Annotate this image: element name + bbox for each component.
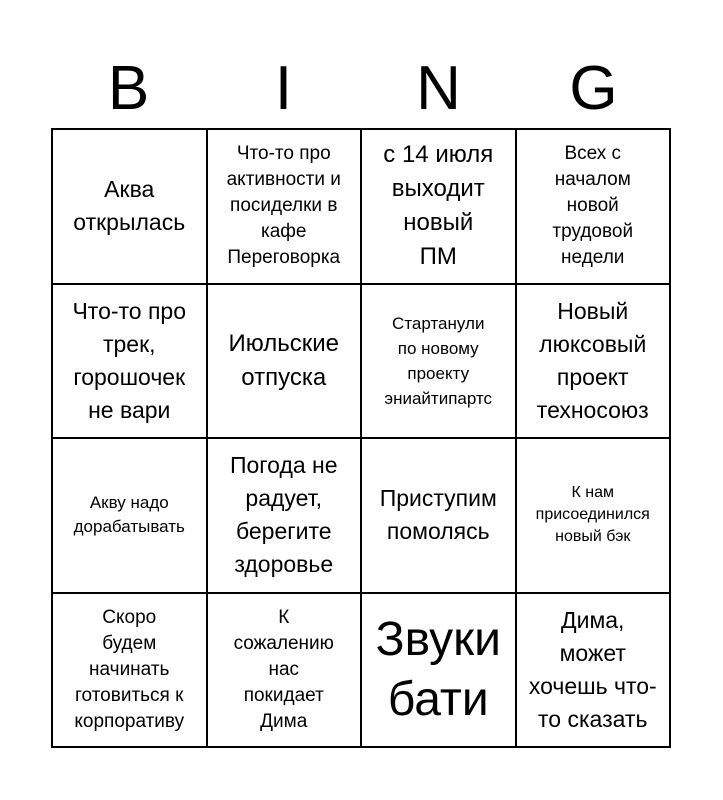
- bingo-cell-1-3[interactable]: [362, 130, 517, 285]
- bingo-cell-text: Июльские отпуска: [228, 329, 339, 391]
- bingo-cell-2-2[interactable]: [208, 285, 363, 440]
- bingo-cell-text: Скоро будем начинать готовиться к корпоративу: [74, 606, 185, 732]
- bingo-cell-2-4[interactable]: [517, 285, 672, 440]
- bingo-cell-text: Дима, может хочешь что- то сказать: [528, 606, 657, 732]
- bingo-cell-3-1[interactable]: [53, 439, 208, 594]
- header-letter-i: I: [274, 54, 293, 123]
- header-letter-b: B: [107, 54, 150, 123]
- bingo-cell-text: Новый люксовый проект техносоюз: [536, 297, 649, 423]
- bingo-cell-text: К нам присоединился новый бэк: [535, 484, 650, 546]
- bingo-cell-text: Стартанули по новому проекту эниайтипартс: [384, 313, 493, 408]
- bingo-cell-3-2[interactable]: [208, 439, 363, 594]
- bingo-cell-text: Звуки бати: [375, 612, 501, 726]
- bingo-cell-1-4[interactable]: [517, 130, 672, 285]
- bingo-cell-text: Всех с началом новой трудовой недели: [552, 143, 634, 269]
- bingo-cell-text: Акву надо дорабатывать: [73, 493, 185, 537]
- bingo-grid: [51, 128, 671, 748]
- bingo-cell-4-4[interactable]: [517, 594, 672, 749]
- bingo-cell-4-3[interactable]: [362, 594, 517, 749]
- bingo-cell-2-3[interactable]: [362, 285, 517, 440]
- bingo-cell-1-2[interactable]: [208, 130, 363, 285]
- bingo-cell-3-4[interactable]: [517, 439, 672, 594]
- bingo-cell-text: Аква открылась: [73, 176, 186, 236]
- bingo-cell-4-1[interactable]: [53, 594, 208, 749]
- bingo-cell-2-1[interactable]: [53, 285, 208, 440]
- bingo-cell-1-1[interactable]: [53, 130, 208, 285]
- bingo-cell-text: Приступим помолясь: [379, 485, 497, 545]
- bingo-header: [51, 50, 671, 128]
- bingo-cell-3-3[interactable]: [362, 439, 517, 594]
- bingo-cell-4-2[interactable]: [208, 594, 363, 749]
- bingo-cell-text: К сожалению нас покидает Дима: [233, 606, 334, 732]
- header-letter-g: G: [569, 54, 618, 123]
- bingo-cell-text: с 14 июля выходит новый ПМ: [383, 141, 494, 271]
- bingo-cell-text: Погода не радует, берегите здоровье: [229, 452, 338, 578]
- bingo-cell-text: Что-то про трек, горошочек не вари: [72, 297, 187, 423]
- bingo-cell-text: Что-то про активности и посиделки в кафе Переговорка: [226, 143, 341, 269]
- header-letter-n: N: [416, 54, 461, 123]
